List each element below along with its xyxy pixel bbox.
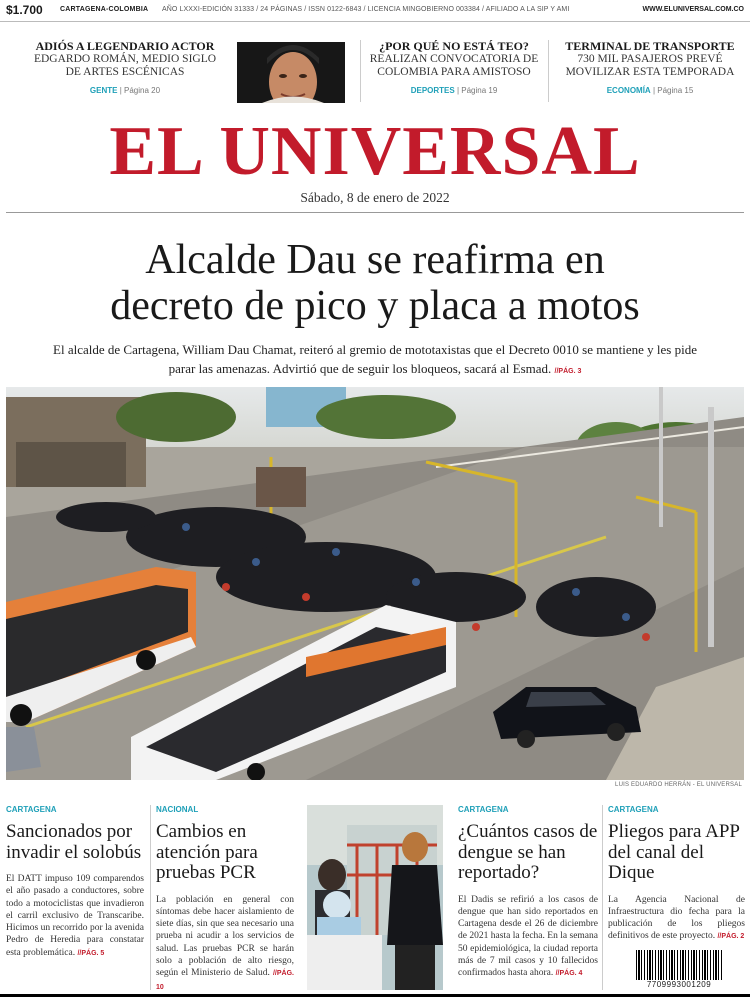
barcode-number: 7709993001209 <box>646 980 712 989</box>
edition-info: AÑO LXXXI-EDICIÓN 31333 / 24 PÁGINAS / ISSN 0122-6843 / LICENCIA MINGOBIERNO 003384 / AFILIADO A LA SIP Y AMI <box>162 6 570 13</box>
story-body <box>6 873 144 960</box>
story-headline: Pliegos para APP del canal del Dique <box>608 821 740 883</box>
divider <box>6 212 744 213</box>
teaser-subtitle: EDGARDO ROMÁN, MEDIO SIGLO DE ARTES ESCÉNICAS <box>33 53 217 78</box>
testing-site-image <box>307 805 443 990</box>
headline-line: Alcalde Dau se reafirma en <box>145 237 605 283</box>
teaser-gente[interactable] <box>30 40 220 95</box>
teaser-section <box>30 86 220 95</box>
teaser-title: TERMINAL DE TRANSPORTE <box>565 39 735 53</box>
teaser-subtitle: 730 MIL PASAJEROS PREVÉ MOVILIZAR ESTA TEMPORADA <box>565 53 735 78</box>
story-text: La población en general con síntomas debe hacer aislamiento de siete días, sin que sea necesario una prueba ni acudir a los servicios de salud. Las pruebas PCR se harán solo a población de alto riesgo, según el Ministerio de Salud. <box>156 894 294 979</box>
actor-portrait <box>237 42 345 103</box>
top-info-bar <box>0 0 750 22</box>
city-label: CARTAGENA-COLOMBIA <box>60 6 149 13</box>
page-reference[interactable]: //PÁG. 2 <box>717 933 745 941</box>
page-reference[interactable]: //PÁG. 3 <box>554 368 582 375</box>
lead-dek <box>40 340 710 381</box>
story-headline: Sancionados por invadir el solobús <box>6 821 142 863</box>
newspaper-logo[interactable]: EL UNIVERSAL <box>109 113 641 190</box>
barcode <box>636 950 722 990</box>
traffic-protest-image <box>6 387 744 780</box>
teaser-section <box>368 86 540 95</box>
page-reference[interactable]: //PÁG. 5 <box>77 949 105 957</box>
lead-photo <box>6 387 744 780</box>
story-text: El Dadis se refirió a los casos de dengue que han sido reportados en Cartagena desde el 26 de diciembre de 2021 hasta la fecha. En la semana 50 epidemiológica, la ciudad reporta más de 7 mil casos y 10 fallecidos confirmados hasta ahora. <box>458 894 598 979</box>
story-body <box>458 894 598 981</box>
story-text: El DATT impuso 109 comparendos el año pasado a conductores, sobre todo a motociclistas que invadieron el carril exclusivo de Transcaribe. Hicimos un recorrido por la avenida Pedro de Heredia para constatar esta problemática. <box>6 874 144 958</box>
headline-line: decreto de pico y placa a motos <box>110 283 640 329</box>
price: $1.700 <box>6 3 43 17</box>
section-label: ECONOMÍA <box>606 86 651 95</box>
story-canal-dique[interactable] <box>608 805 745 944</box>
story-kicker: CARTAGENA <box>458 805 509 814</box>
barcode-bars <box>636 950 722 980</box>
teaser-deportes[interactable] <box>368 40 540 95</box>
photo-credit: LUIS EDUARDO HERRÁN - EL UNIVERSAL <box>615 782 742 788</box>
divider <box>602 805 603 990</box>
page-label: | Página 20 <box>119 86 161 95</box>
divider <box>360 40 361 102</box>
teaser-economia[interactable] <box>556 40 744 95</box>
story-solobus[interactable] <box>6 805 144 960</box>
story-dengue[interactable] <box>458 805 598 981</box>
teaser-section <box>556 86 744 95</box>
story-headline: Cambios en atención para pruebas PCR <box>156 821 258 883</box>
divider <box>150 805 151 990</box>
page-reference[interactable]: //PÁG. 10 <box>156 970 294 991</box>
story-kicker: CARTAGENA <box>6 805 57 814</box>
page-reference[interactable]: //PÁG. 4 <box>555 970 583 978</box>
issue-date: Sábado, 8 de enero de 2022 <box>300 190 450 205</box>
divider <box>548 40 549 102</box>
portrait-image <box>237 42 345 103</box>
story-text: La Agencia Nacional de Infraestructura dio fecha para la publicación de los pliegos definitivos de este proyecto. <box>608 894 745 942</box>
dek-text: El alcalde de Cartagena, William Dau Chamat, reiteró al gremio de mototaxistas que el Decreto 0010 se mantiene y les pide parar las amenazas. Advirtió que de seguir los bloqueos, sacará al Esmad. <box>53 342 697 376</box>
teaser-title: ADIÓS A LEGENDARIO ACTOR <box>35 39 215 53</box>
teaser-title: ¿POR QUÉ NO ESTÁ TEO? <box>379 39 529 53</box>
page-label: | Página 19 <box>456 86 498 95</box>
lead-headline[interactable] <box>20 237 730 329</box>
page-label: | Página 15 <box>652 86 694 95</box>
story-kicker: CARTAGENA <box>608 805 659 814</box>
section-label: GENTE <box>89 86 118 95</box>
story-pcr[interactable] <box>156 805 294 994</box>
pcr-photo <box>307 805 443 990</box>
website-link[interactable]: WWW.ELUNIVERSAL.COM.CO <box>642 6 744 13</box>
story-body <box>156 894 294 994</box>
teaser-subtitle: REALIZAN CONVOCATORIA DE COLOMBIA PARA AMISTOSO <box>369 53 539 78</box>
story-kicker: NACIONAL <box>156 805 199 814</box>
story-body <box>608 894 745 944</box>
story-headline: ¿Cuántos casos de dengue se han reportado? <box>458 821 598 883</box>
section-label: DEPORTES <box>410 86 455 95</box>
